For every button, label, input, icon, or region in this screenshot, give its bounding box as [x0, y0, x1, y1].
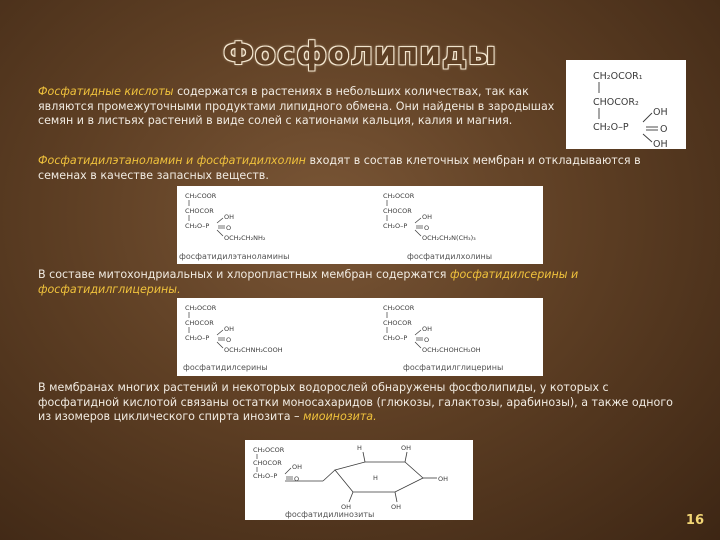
paragraph-text: входят в состав клеточных мембран и откладываются в семенах в качестве запасных веществ. — [38, 154, 641, 182]
ring-label: OH — [438, 475, 449, 483]
formula-label: OH — [422, 213, 433, 221]
formula-label: OH — [422, 325, 433, 333]
inositol-ring — [323, 452, 437, 502]
formula-line: CH₂OCOR — [383, 304, 415, 312]
formula-line: CH₂COOR — [185, 192, 217, 200]
formula-line: CHOCOR₂ — [593, 97, 639, 108]
formula-line: CHOCOR — [185, 207, 214, 215]
formula-label: O — [424, 224, 430, 232]
formulas-serine-glycerol — [177, 298, 543, 376]
paragraph-text: В мембранах многих растений и некоторых водорослей обнаружены фосфолипиды, у которых с фосфатидной кислотой связаны остатки моносахаридов (глюкозы, галактозы, арабинозы), а также одного из изомеров циклического спирта инозита – — [38, 381, 673, 424]
formula-line: CH₂OCOR — [185, 304, 217, 312]
formula-phosphatidylinositol — [245, 440, 473, 520]
formulas-ethanolamine-choline — [177, 186, 543, 264]
term-serines-glycerols: фосфатидилсерины и фосфатидилглицерины. — [38, 268, 579, 296]
formula-label: OH — [224, 213, 235, 221]
formula-tail: OCH₂CHNH₂COOH — [224, 346, 283, 354]
formula-tail: OCH₂CH₂NH₂ — [224, 234, 266, 242]
term-myoinositol: миоинозита. — [303, 410, 377, 424]
term-ethanolamine-choline: Фосфатидилэтаноламин и фосфатидилхолин — [38, 154, 306, 167]
term-phosphatidic-acids: Фосфатидные кислоты — [38, 85, 174, 98]
paragraph-text: содержатся в растениях в небольших количествах, так как являются промежуточными продуктами липидного обмена. Они найдены в зародышах семян и в листьях растений в виде солей с катионами кальция, калия и магния. — [38, 85, 555, 128]
formula-line: CH₂OCOR — [383, 192, 415, 200]
formula-line: CHOCOR — [383, 207, 412, 215]
formula-label: OH — [292, 463, 303, 471]
ring-label: OH — [401, 444, 412, 452]
formula-label: O — [226, 336, 232, 344]
formula-caption: фосфатидилглицерины — [403, 363, 504, 372]
formula-tail: OCH₂CH₂N(CH₃)₃ — [422, 234, 476, 242]
formula-label: O — [660, 124, 668, 135]
formula-phosphatidic-acid — [566, 60, 686, 149]
formula-label: O — [226, 224, 232, 232]
formula-label: O — [294, 475, 300, 483]
formula-caption: фосфатидилхолины — [407, 252, 493, 261]
formula-line: CH₂O–P — [383, 334, 408, 342]
paragraph-inositol — [38, 381, 684, 425]
formula-line: CH₂O–P — [253, 472, 278, 480]
formula-label: OH — [653, 107, 668, 118]
formula-label: O — [424, 336, 430, 344]
paragraph-ethanolamine-choline — [38, 154, 684, 183]
formula-caption: фосфатидилинозиты — [285, 510, 375, 519]
formula-line: CH₂O–P — [593, 122, 629, 133]
formula-label: OH — [653, 139, 668, 149]
slide-title: Фосфолипиды — [222, 36, 498, 72]
page-number: 16 — [685, 513, 704, 528]
formula-label: OH — [224, 325, 235, 333]
formula-line: CH₂OCOR₁ — [593, 71, 643, 82]
formula-line: CH₂OCOR — [253, 446, 285, 454]
formula-line: CHOCOR — [383, 319, 412, 327]
paragraph-phosphatidic-acids — [38, 85, 558, 129]
formula-line: CH₂O–P — [185, 334, 210, 342]
ring-label: OH — [391, 503, 402, 511]
ring-label: H — [357, 444, 362, 452]
ring-label: H — [373, 474, 378, 482]
paragraph-text: В составе митохондриальных и хлоропластных мембран содержатся — [38, 268, 450, 281]
paragraph-serines-glycerols — [38, 268, 684, 297]
formula-tail: OCH₂CHOHCH₂OH — [422, 346, 481, 354]
formula-line: CHOCOR — [185, 319, 214, 327]
formula-line: CH₂O–P — [185, 222, 210, 230]
formula-line: CH₂O–P — [383, 222, 408, 230]
ring-label: OH — [341, 503, 352, 511]
formula-line: CHOCOR — [253, 459, 282, 467]
formula-caption: фосфатидилэтаноламины — [179, 252, 290, 261]
formula-caption: фосфатидилсерины — [183, 363, 268, 372]
